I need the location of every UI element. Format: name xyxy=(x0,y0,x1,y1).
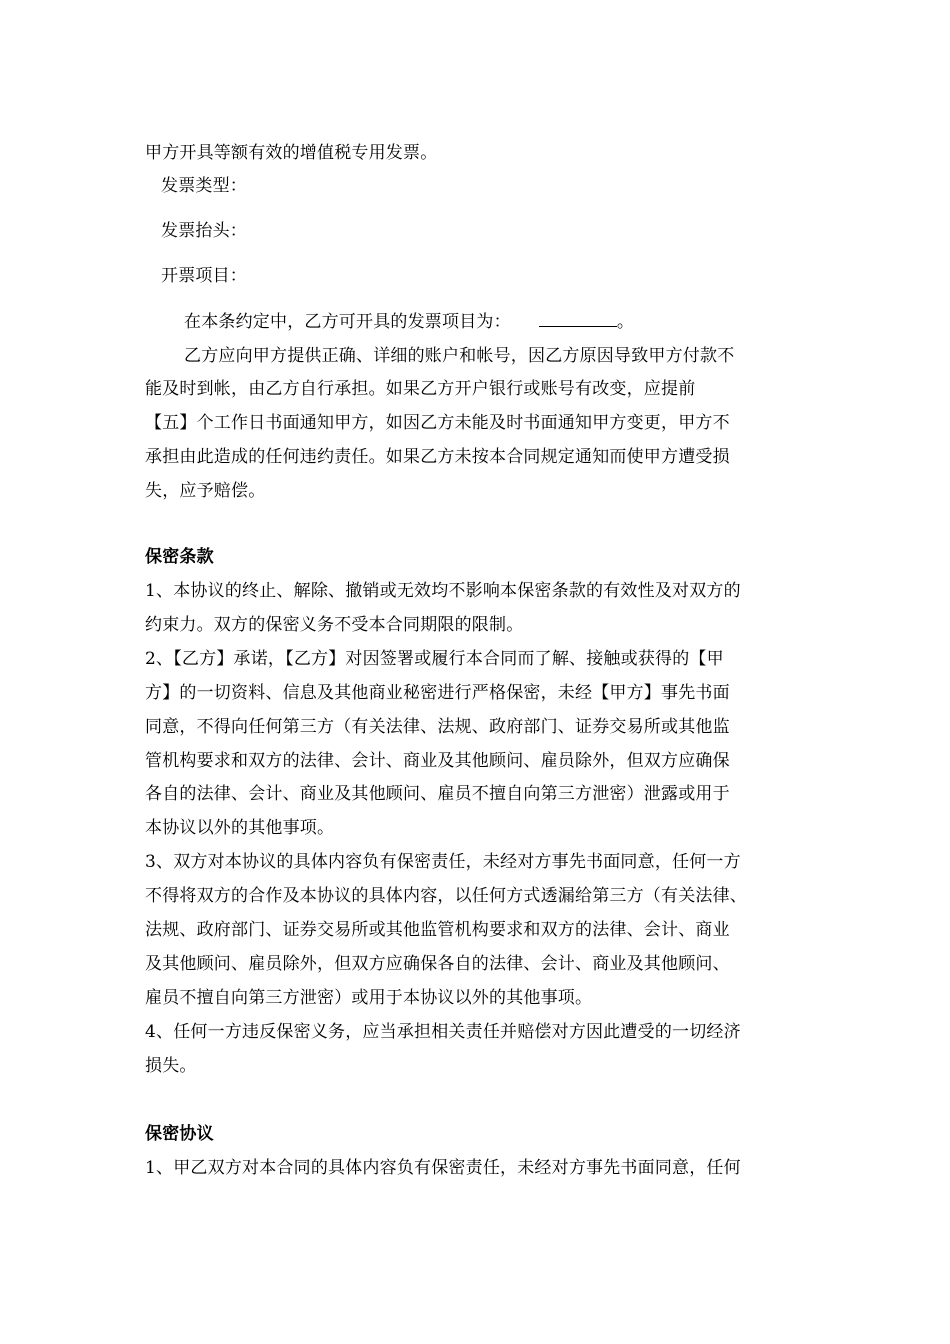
paragraph-line: 同意，不得向任何第三方（有关法律、法规、政府部门、证券交易所或其他监 xyxy=(145,717,730,737)
paragraph-line: 1、本协议的终止、解除、撤销或无效均不影响本保密条款的有效性及对双方的 xyxy=(145,581,741,601)
invoice-type-label: 发票类型： xyxy=(161,176,247,196)
paragraph-line: 2、【乙方】承诺，【乙方】对因签署或履行本合同而了解、接触或获得的【甲 xyxy=(145,649,724,669)
paragraph-line: 不得将双方的合作及本协议的具体内容，以任何方式透漏给第三方（有关法律、 xyxy=(145,886,747,906)
fill-in-blank xyxy=(539,309,617,327)
paragraph-line: 损失。 xyxy=(145,1056,197,1076)
paragraph-line: 及其他顾问、雇员除外，但双方应确保各自的法律、会计、商业及其他顾问、 xyxy=(145,954,730,974)
section-heading: 保密条款 xyxy=(145,547,214,567)
paragraph-line: 4、任何一方违反保密义务，应当承担相关责任并赔偿对方因此遭受的一切经济 xyxy=(145,1022,741,1042)
paragraph-line: 【五】个工作日书面通知甲方，如因乙方未能及时书面通知甲方变更，甲方不 xyxy=(145,413,730,433)
paragraph-line: 本协议以外的其他事项。 xyxy=(145,818,335,838)
paragraph-line: 乙方应向甲方提供正确、详细的账户和帐号，因乙方原因导致甲方付款不 xyxy=(184,346,735,366)
clause-period: 。 xyxy=(616,312,635,332)
paragraph-line: 雇员不擅自向第三方泄密）或用于本协议以外的其他事项。 xyxy=(145,988,593,1008)
paragraph-line: 法规、政府部门、证券交易所或其他监管机构要求和双方的法律、会计、商业 xyxy=(145,920,730,940)
paragraph-line: 1、甲乙双方对本合同的具体内容负有保密责任，未经对方事先书面同意，任何 xyxy=(145,1158,741,1178)
invoice-item-clause xyxy=(184,305,634,339)
paragraph-line: 各自的法律、会计、商业及其他顾问、雇员不擅自向第三方泄密）泄露或用于 xyxy=(145,784,730,804)
paragraph-line: 方】的一切资料、信息及其他商业秘密进行严格保密，未经【甲方】事先书面 xyxy=(145,683,730,703)
paragraph-line: 承担由此造成的任何违约责任。如果乙方未按本合同规定通知而使甲方遭受损 xyxy=(145,447,730,467)
invoice-title-label: 发票抬头： xyxy=(161,221,247,241)
paragraph-line: 能及时到帐，由乙方自行承担。如果乙方开户银行或账号有改变，应提前 xyxy=(145,379,696,399)
paragraph-line: 管机构要求和双方的法律、会计、商业及其他顾问、雇员除外，但双方应确保 xyxy=(145,751,730,771)
paragraph-line: 约束力。双方的保密义务不受本合同期限的限制。 xyxy=(145,615,524,635)
section-heading: 保密协议 xyxy=(145,1124,214,1144)
paragraph-line: 甲方开具等额有效的增值税专用发票。 xyxy=(145,143,438,163)
paragraph-line: 失，应予赔偿。 xyxy=(145,481,266,501)
invoice-item-label: 开票项目： xyxy=(161,266,247,286)
invoice-item-clause-text: 在本条约定中，乙方可开具的发票项目为： xyxy=(184,312,511,332)
paragraph-line: 3、双方对本协议的具体内容负有保密责任，未经对方事先书面同意，任何一方 xyxy=(145,852,741,872)
